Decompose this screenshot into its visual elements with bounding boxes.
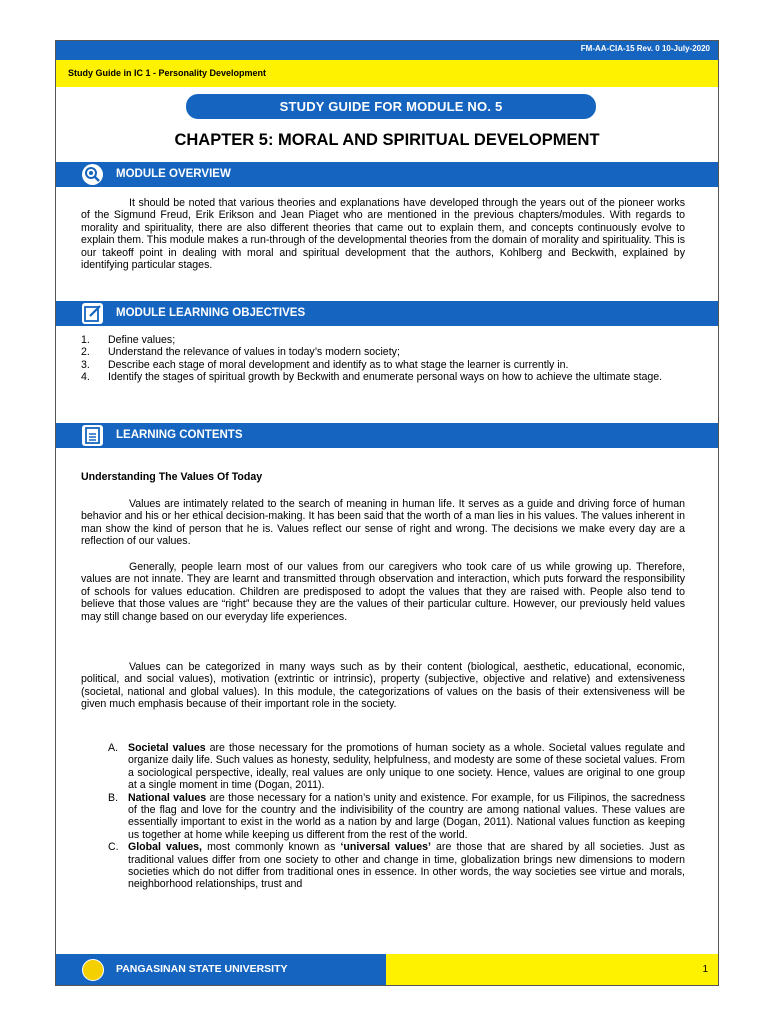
objective-item: 3. Describe each stage of moral development and identify as to what stage the learner is currently in. [81, 358, 569, 371]
overview-title: MODULE OVERVIEW [116, 168, 231, 180]
module-title: STUDY GUIDE FOR MODULE NO. 5 [186, 94, 596, 119]
content-paragraph: Generally, people learn most of our values from our caregivers who took care of us while growing up. Therefore, values are not innate. They are learnt and transmitted through observation and interaction, which puts forward the responsibility of schools for values education. Children are predisposed to adopt the values that they are raised with. People also tend to believe that those values are “right” because they are the values of their particular culture. However, our previously held values may still change based on our everyday life experiences. [81, 561, 685, 623]
university-name: PANGASINAN STATE UNIVERSITY [116, 963, 288, 975]
contents-header [56, 423, 718, 448]
objective-item: 2. Understand the relevance of values in today’s modern society; [81, 346, 400, 359]
objective-item: 1. Define values; [81, 334, 176, 346]
objective-item: 4. Identify the stages of spiritual growth by Beckwith and enumerate personal ways on how to achieve the ultimate stage. [81, 371, 663, 384]
form-code: FM-AA-CIA-15 Rev. 0 10-July-2020 [580, 44, 710, 53]
list-item: C. Global values, most commonly known as ‘universal values’ are those that are shared by all societies. Just as traditional values differ from one society to other and change in time, globalization brings new dimensions to modern societies which do not differ from traditional ones in essence. In other words, the way societies see virtue and morals, neighborhood relationships, trust and [108, 841, 685, 891]
section-subheading: Understanding The Values Of Today [81, 471, 263, 483]
content-paragraph: Values can be categorized in many ways such as by their content (biological, aesthetic, educational, economic, political, and social values), motivation (extrintic or intrinsic), property (subjective, objective and relative) and extensiveness (societal, national and global values). In this module, the categorizations of values on the basis of their extensiveness will be given much emphasis because of their important role in the society. [81, 661, 685, 711]
footer-page-bar [386, 954, 718, 985]
pencil-edit-icon [82, 303, 103, 324]
overview-header [56, 162, 718, 187]
chapter-title: CHAPTER 5: MORAL AND SPIRITUAL DEVELOPMENT [174, 131, 600, 149]
values-list [108, 742, 685, 891]
list-item: B. National values are those necessary for a nation’s unity and existence. For example, for us Filipinos, the sacredness of the flag and love for the country and the indivisibility of the country are among national values. These values are essentially important to exist in the world as a nation by and large (Dogan, 2011). National values function as keeping us together at home while keeping us different from the rest of the world. [108, 791, 685, 841]
contents-title: LEARNING CONTENTS [116, 429, 243, 441]
objectives-header [56, 301, 718, 326]
course-label: Study Guide in IC 1 - Personality Development [68, 68, 267, 78]
content-paragraph: Values are intimately related to the search of meaning in human life. It serves as a guide and driving force of human behavior and his or her ethical decision-making. It has been said that the worth of a man lies in his values. The values inherent in man show the kind of person that he is. Values reflect our sense of right and wrong. The decisions we make every day are a reflection of our values. [81, 498, 685, 548]
header-bar [56, 41, 718, 60]
magnifier-icon [82, 164, 103, 185]
university-seal-icon [82, 959, 104, 981]
page-number: 1 [702, 964, 708, 975]
footer-university-bar [56, 954, 386, 985]
objectives-title: MODULE LEARNING OBJECTIVES [116, 307, 306, 319]
course-bar [56, 60, 718, 87]
document-list-icon [82, 425, 103, 446]
overview-text: It should be noted that various theories and explanations have developed through the years out of the pioneer works of the Sigmund Freud, Erik Erikson and Jean Piaget who are mentioned in the previous chapters/modules. With regards to morality and spirituality, there are also different theories that came out to explain them, and concepts continuously evolve to explain them. This module makes a run-through of the developmental theories from the domain of morality and spirituality. This is our takeoff point in dealing with moral and spiritual development that the authors, Kohlberg and Beckwith, explained by identifying particular stages. [81, 197, 685, 272]
objectives-list [81, 334, 685, 384]
list-item: A. Societal values are those necessary for the promotions of human society as a whole. Societal values regulate and organize daily life. Such values as honesty, sedulity, helpfulness, and modesty are some of these societal values. From a sociological perspective, ideally, real values are only unique to one society. Hence, values are original to one group at a single moment in time (Dogan, 2011). [108, 742, 685, 792]
